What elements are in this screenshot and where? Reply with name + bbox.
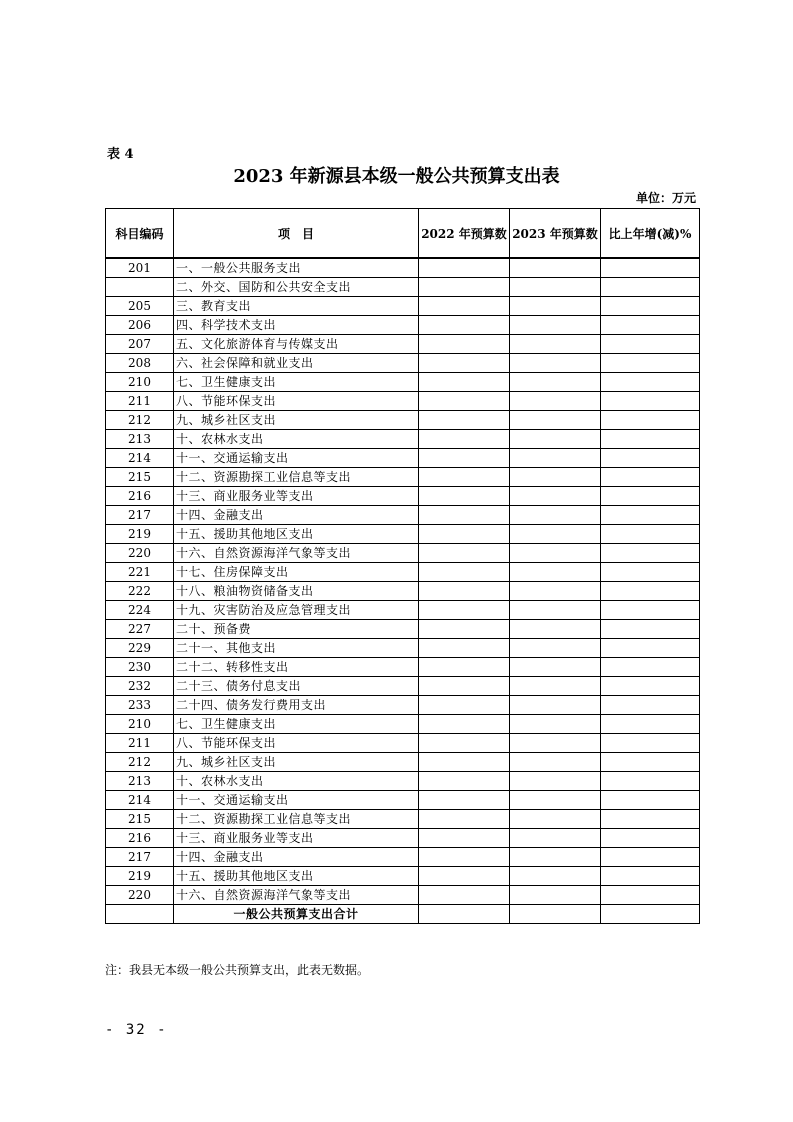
row-budget-2022 xyxy=(419,354,510,373)
row-code: 212 xyxy=(106,411,174,430)
row-budget-2023 xyxy=(510,449,601,468)
row-item-name: 十三、商业服务业等支出 xyxy=(174,829,419,848)
row-budget-2023 xyxy=(510,772,601,791)
row-item-name: 三、教育支出 xyxy=(174,297,419,316)
table-row xyxy=(106,449,700,468)
row-change-pct xyxy=(601,772,700,791)
row-change-pct xyxy=(601,677,700,696)
row-code: 221 xyxy=(106,563,174,582)
table-row xyxy=(106,677,700,696)
row-item-name: 八、节能环保支出 xyxy=(174,734,419,753)
row-budget-2022 xyxy=(419,335,510,354)
page-title: 2023 年新源县本级一般公共预算支出表 xyxy=(233,166,560,187)
row-item-name: 二十二、转移性支出 xyxy=(174,658,419,677)
row-change-pct xyxy=(601,886,700,905)
table-row xyxy=(106,297,700,316)
row-item-name: 十一、交通运输支出 xyxy=(174,449,419,468)
row-change-pct xyxy=(601,278,700,297)
row-code: 205 xyxy=(106,297,174,316)
row-item-name: 九、城乡社区支出 xyxy=(174,753,419,772)
table-row xyxy=(106,829,700,848)
row-budget-2022 xyxy=(419,715,510,734)
row-budget-2022 xyxy=(419,772,510,791)
table-row xyxy=(106,411,700,430)
row-budget-2022 xyxy=(419,791,510,810)
row-item-name: 二十、预备费 xyxy=(174,620,419,639)
table-row xyxy=(106,506,700,525)
row-code: 227 xyxy=(106,620,174,639)
row-budget-2023 xyxy=(510,430,601,449)
table-row xyxy=(106,734,700,753)
row-item-name: 十三、商业服务业等支出 xyxy=(174,487,419,506)
total-budget-2023 xyxy=(510,905,601,924)
row-item-name: 十四、金融支出 xyxy=(174,848,419,867)
table-row xyxy=(106,468,700,487)
table-row xyxy=(106,658,700,677)
table-row xyxy=(106,525,700,544)
row-change-pct xyxy=(601,563,700,582)
row-budget-2022 xyxy=(419,658,510,677)
row-change-pct xyxy=(601,258,700,278)
row-budget-2022 xyxy=(419,696,510,715)
table-row xyxy=(106,487,700,506)
total-code-cell xyxy=(106,905,174,924)
row-budget-2022 xyxy=(419,867,510,886)
row-code: 233 xyxy=(106,696,174,715)
row-budget-2023 xyxy=(510,791,601,810)
row-budget-2023 xyxy=(510,582,601,601)
row-code: 219 xyxy=(106,525,174,544)
row-item-name: 十二、资源勘探工业信息等支出 xyxy=(174,468,419,487)
row-code: 222 xyxy=(106,582,174,601)
row-code: 215 xyxy=(106,810,174,829)
row-item-name: 十五、援助其他地区支出 xyxy=(174,525,419,544)
total-change-pct xyxy=(601,905,700,924)
table-label: 表 4 xyxy=(107,147,134,162)
row-budget-2023 xyxy=(510,734,601,753)
row-change-pct xyxy=(601,487,700,506)
row-budget-2022 xyxy=(419,848,510,867)
table-row xyxy=(106,430,700,449)
table-row xyxy=(106,848,700,867)
row-change-pct xyxy=(601,696,700,715)
row-budget-2022 xyxy=(419,544,510,563)
row-budget-2023 xyxy=(510,696,601,715)
row-code: 212 xyxy=(106,753,174,772)
row-budget-2022 xyxy=(419,468,510,487)
row-change-pct xyxy=(601,582,700,601)
row-change-pct xyxy=(601,411,700,430)
row-budget-2023 xyxy=(510,867,601,886)
total-label: 一般公共预算支出合计 xyxy=(174,905,419,924)
row-code: 208 xyxy=(106,354,174,373)
row-change-pct xyxy=(601,791,700,810)
row-budget-2022 xyxy=(419,563,510,582)
row-change-pct xyxy=(601,335,700,354)
table-row xyxy=(106,791,700,810)
row-budget-2023 xyxy=(510,810,601,829)
row-change-pct xyxy=(601,734,700,753)
row-code: 216 xyxy=(106,829,174,848)
unit-label: 单位：万元 xyxy=(635,191,696,205)
row-change-pct xyxy=(601,753,700,772)
row-budget-2023 xyxy=(510,487,601,506)
row-budget-2023 xyxy=(510,715,601,734)
row-budget-2023 xyxy=(510,392,601,411)
table-row xyxy=(106,335,700,354)
table-row xyxy=(106,582,700,601)
row-change-pct xyxy=(601,639,700,658)
row-item-name: 十八、粮油物资储备支出 xyxy=(174,582,419,601)
row-change-pct xyxy=(601,430,700,449)
row-code: 215 xyxy=(106,468,174,487)
row-item-name: 十四、金融支出 xyxy=(174,506,419,525)
row-budget-2022 xyxy=(419,620,510,639)
row-budget-2022 xyxy=(419,525,510,544)
row-budget-2022 xyxy=(419,829,510,848)
row-item-name: 二十四、债务发行费用支出 xyxy=(174,696,419,715)
table-row xyxy=(106,620,700,639)
row-code: 217 xyxy=(106,506,174,525)
budget-table xyxy=(105,208,700,924)
row-budget-2023 xyxy=(510,601,601,620)
table-row xyxy=(106,392,700,411)
row-change-pct xyxy=(601,316,700,335)
row-item-name: 四、科学技术支出 xyxy=(174,316,419,335)
row-change-pct xyxy=(601,715,700,734)
row-code: 210 xyxy=(106,715,174,734)
row-change-pct xyxy=(601,354,700,373)
row-budget-2023 xyxy=(510,677,601,696)
row-item-name: 十七、住房保障支出 xyxy=(174,563,419,582)
row-code: 230 xyxy=(106,658,174,677)
row-change-pct xyxy=(601,829,700,848)
row-code: 214 xyxy=(106,449,174,468)
row-code: 201 xyxy=(106,258,174,278)
row-item-name: 七、卫生健康支出 xyxy=(174,373,419,392)
row-budget-2022 xyxy=(419,677,510,696)
row-code: 210 xyxy=(106,373,174,392)
row-budget-2023 xyxy=(510,658,601,677)
row-budget-2022 xyxy=(419,278,510,297)
table-row xyxy=(106,544,700,563)
table-header-row xyxy=(106,209,700,259)
header-item: 项 目 xyxy=(174,209,419,259)
row-budget-2022 xyxy=(419,449,510,468)
row-budget-2022 xyxy=(419,734,510,753)
row-code: 220 xyxy=(106,886,174,905)
row-code: 232 xyxy=(106,677,174,696)
table-row xyxy=(106,772,700,791)
row-item-name: 十二、资源勘探工业信息等支出 xyxy=(174,810,419,829)
table-row xyxy=(106,696,700,715)
row-item-name: 八、节能环保支出 xyxy=(174,392,419,411)
row-code: 219 xyxy=(106,867,174,886)
row-code: 213 xyxy=(106,430,174,449)
row-budget-2023 xyxy=(510,639,601,658)
row-budget-2022 xyxy=(419,258,510,278)
row-budget-2023 xyxy=(510,297,601,316)
row-change-pct xyxy=(601,848,700,867)
row-budget-2022 xyxy=(419,810,510,829)
row-item-name: 十一、交通运输支出 xyxy=(174,791,419,810)
row-budget-2022 xyxy=(419,601,510,620)
row-change-pct xyxy=(601,658,700,677)
row-budget-2023 xyxy=(510,620,601,639)
row-budget-2023 xyxy=(510,848,601,867)
row-change-pct xyxy=(601,810,700,829)
row-budget-2023 xyxy=(510,525,601,544)
row-code: 220 xyxy=(106,544,174,563)
row-change-pct xyxy=(601,867,700,886)
row-budget-2023 xyxy=(510,468,601,487)
table-row xyxy=(106,810,700,829)
row-budget-2023 xyxy=(510,411,601,430)
table-row xyxy=(106,258,700,278)
row-code: 206 xyxy=(106,316,174,335)
row-code: 207 xyxy=(106,335,174,354)
row-item-name: 十九、灾害防治及应急管理支出 xyxy=(174,601,419,620)
row-item-name: 一、一般公共服务支出 xyxy=(174,258,419,278)
row-change-pct xyxy=(601,392,700,411)
row-code: 211 xyxy=(106,392,174,411)
row-change-pct xyxy=(601,297,700,316)
table-row xyxy=(106,886,700,905)
row-budget-2022 xyxy=(419,373,510,392)
row-code: 216 xyxy=(106,487,174,506)
row-code xyxy=(106,278,174,297)
row-change-pct xyxy=(601,601,700,620)
row-budget-2022 xyxy=(419,316,510,335)
header-change-pct: 比上年增(减)% xyxy=(601,209,700,259)
row-budget-2023 xyxy=(510,563,601,582)
row-item-name: 十、农林水支出 xyxy=(174,772,419,791)
row-change-pct xyxy=(601,449,700,468)
table-row xyxy=(106,278,700,297)
row-budget-2023 xyxy=(510,753,601,772)
table-row xyxy=(106,373,700,392)
row-budget-2022 xyxy=(419,297,510,316)
total-row xyxy=(106,905,700,924)
row-code: 217 xyxy=(106,848,174,867)
row-item-name: 十、农林水支出 xyxy=(174,430,419,449)
row-code: 213 xyxy=(106,772,174,791)
row-item-name: 九、城乡社区支出 xyxy=(174,411,419,430)
header-code: 科目编码 xyxy=(106,209,174,259)
row-budget-2023 xyxy=(510,258,601,278)
row-budget-2023 xyxy=(510,373,601,392)
row-budget-2023 xyxy=(510,506,601,525)
row-change-pct xyxy=(601,525,700,544)
row-budget-2022 xyxy=(419,753,510,772)
table-row xyxy=(106,715,700,734)
row-item-name: 十五、援助其他地区支出 xyxy=(174,867,419,886)
table-row xyxy=(106,316,700,335)
row-item-name: 十六、自然资源海洋气象等支出 xyxy=(174,886,419,905)
table-body xyxy=(106,258,700,905)
row-budget-2022 xyxy=(419,411,510,430)
row-item-name: 二十一、其他支出 xyxy=(174,639,419,658)
table-row xyxy=(106,753,700,772)
row-item-name: 二十三、债务付息支出 xyxy=(174,677,419,696)
row-budget-2023 xyxy=(510,354,601,373)
row-budget-2023 xyxy=(510,335,601,354)
row-budget-2023 xyxy=(510,544,601,563)
row-budget-2022 xyxy=(419,392,510,411)
table-row xyxy=(106,639,700,658)
row-code: 229 xyxy=(106,639,174,658)
row-item-name: 五、文化旅游体育与传媒支出 xyxy=(174,335,419,354)
row-budget-2022 xyxy=(419,639,510,658)
row-change-pct xyxy=(601,468,700,487)
row-budget-2022 xyxy=(419,506,510,525)
row-code: 214 xyxy=(106,791,174,810)
row-budget-2022 xyxy=(419,886,510,905)
row-budget-2023 xyxy=(510,829,601,848)
row-change-pct xyxy=(601,506,700,525)
row-item-name: 六、社会保障和就业支出 xyxy=(174,354,419,373)
row-code: 211 xyxy=(106,734,174,753)
header-budget-2023: 2023 年预算数 xyxy=(510,209,601,259)
row-change-pct xyxy=(601,373,700,392)
table-row xyxy=(106,563,700,582)
row-budget-2022 xyxy=(419,582,510,601)
row-change-pct xyxy=(601,620,700,639)
table-row xyxy=(106,601,700,620)
table-note: 注：我县无本级一般公共预算支出，此表无数据。 xyxy=(105,963,370,977)
row-budget-2022 xyxy=(419,487,510,506)
total-budget-2022 xyxy=(419,905,510,924)
row-item-name: 七、卫生健康支出 xyxy=(174,715,419,734)
row-budget-2023 xyxy=(510,886,601,905)
row-item-name: 十六、自然资源海洋气象等支出 xyxy=(174,544,419,563)
row-budget-2022 xyxy=(419,430,510,449)
header-budget-2022: 2022 年预算数 xyxy=(419,209,510,259)
row-item-name: 二、外交、国防和公共安全支出 xyxy=(174,278,419,297)
page-number: - 32 - xyxy=(105,1022,168,1038)
table-row xyxy=(106,867,700,886)
row-code: 224 xyxy=(106,601,174,620)
row-budget-2023 xyxy=(510,278,601,297)
row-budget-2023 xyxy=(510,316,601,335)
table-row xyxy=(106,354,700,373)
row-change-pct xyxy=(601,544,700,563)
